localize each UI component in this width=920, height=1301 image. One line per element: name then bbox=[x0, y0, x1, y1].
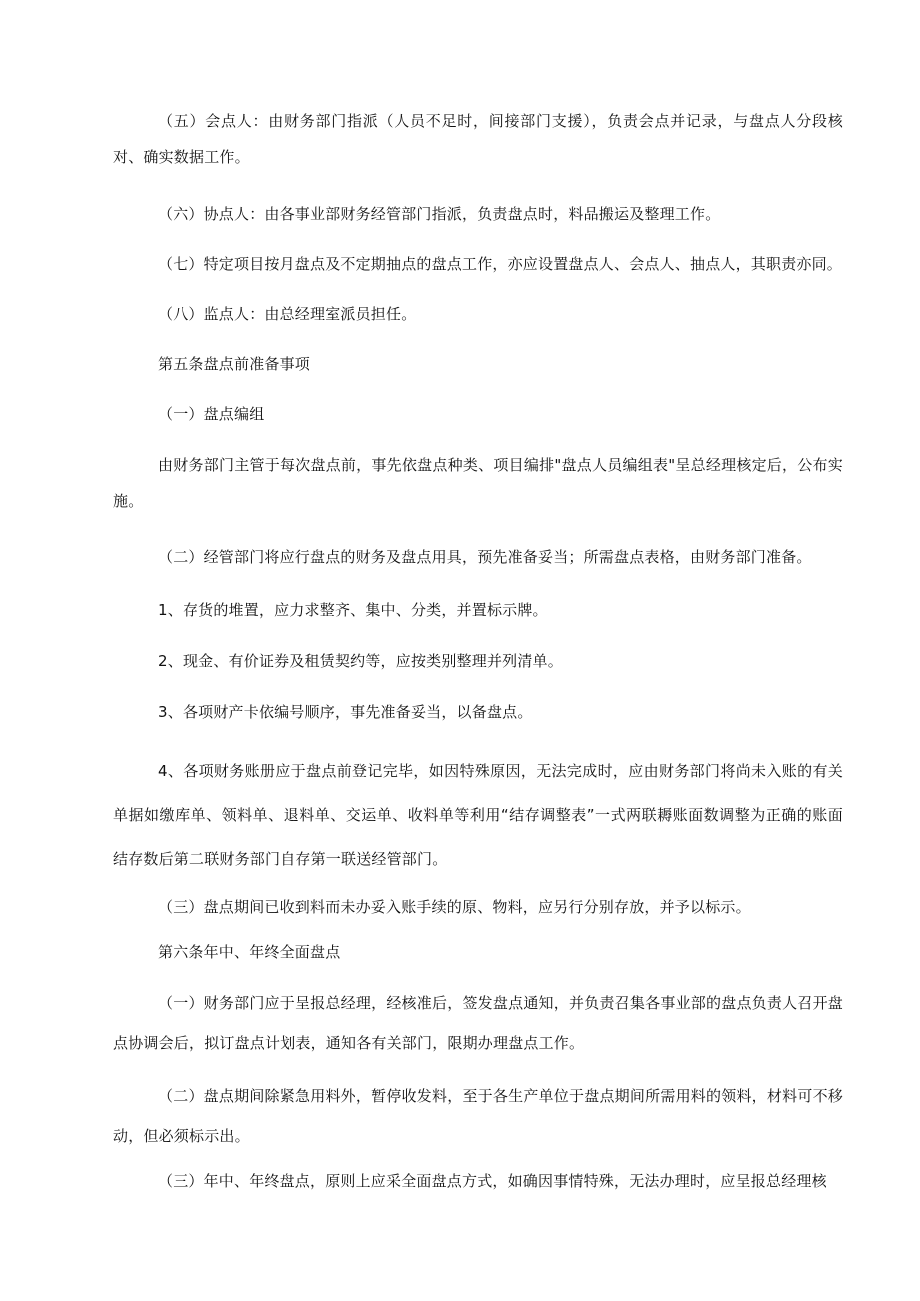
paragraph-one-notice: （一）财务部门应于呈报总经理，经核准后，签发盘点通知，并负责召集各事业部的盘点负责人召开盘点协调会后，拟订盘点计划表，通知各有关部门，限期办理盘点工作。 bbox=[113, 994, 843, 1052]
paragraph-two-during-count: （二）盘点期间除紧急用料外，暂停收发料，至于各生产单位于盘点期间所需用料的领料，材料可不移动，但必须标示出。 bbox=[113, 1087, 843, 1145]
paragraph-six-assistant: （六）协点人：由各事业部财务经管部门指派，负责盘点时，料品搬运及整理工作。 bbox=[158, 205, 721, 223]
list-item-4-ledgers: 4、各项财务账册应于盘点前登记完毕，如因特殊原因，无法完成时，应由财务部门将尚未入账的有关单据如缴库单、领料单、退料单、交运单、收料单等利用“结存调整表”一式两联耨账面数调整为正确的账面结存数后第二联财务部门自存第一联送经管部门。 bbox=[113, 762, 843, 868]
list-item-3-property-cards: 3、各项财产卡依编号顺序，事先准备妥当，以备盘点。 bbox=[158, 703, 533, 721]
list-item-2-cash: 2、现金、有价证券及租赁契约等，应按类别整理并列清单。 bbox=[158, 652, 563, 670]
article-five-heading: 第五条盘点前准备事项 bbox=[158, 355, 311, 373]
paragraph-eight-supervisor: （八）监点人：由总经理室派员担任。 bbox=[158, 305, 417, 323]
paragraph-seven-special-items: （七）特定项目按月盘点及不定期抽点的盘点工作，亦应设置盘点人、会点人、抽点人，其职责亦同。 bbox=[158, 255, 843, 273]
paragraph-grouping-detail: 由财务部门主管于每次盘点前，事先依盘点种类、项目编排"盘点人员编组表"呈总经理核定后，公布实施。 bbox=[113, 456, 843, 510]
list-item-1-stock: 1、存货的堆置，应力求整齐、集中、分类，并置标示牌。 bbox=[158, 601, 548, 619]
subheading-one-grouping: （一）盘点编组 bbox=[158, 405, 265, 423]
paragraph-three-full-count: （三）年中、年终盘点，原则上应采全面盘点方式，如确因事情特殊，无法办理时，应呈报总经理核 bbox=[158, 1172, 827, 1190]
paragraph-five-counter-checker: （五）会点人：由财务部门指派（人员不足时，间接部门支援），负责会点并记录，与盘点人分段核对、确实数据工作。 bbox=[113, 112, 843, 166]
paragraph-two-preparation: （二）经管部门将应行盘点的财务及盘点用具，预先准备妥当；所需盘点表格，由财务部门准备。 bbox=[158, 548, 812, 566]
article-six-heading: 第六条年中、年终全面盘点 bbox=[158, 943, 341, 961]
paragraph-three-received-materials: （三）盘点期间已收到料而未办妥入账手续的原、物料，应另行分别存放，并予以标示。 bbox=[158, 898, 751, 916]
